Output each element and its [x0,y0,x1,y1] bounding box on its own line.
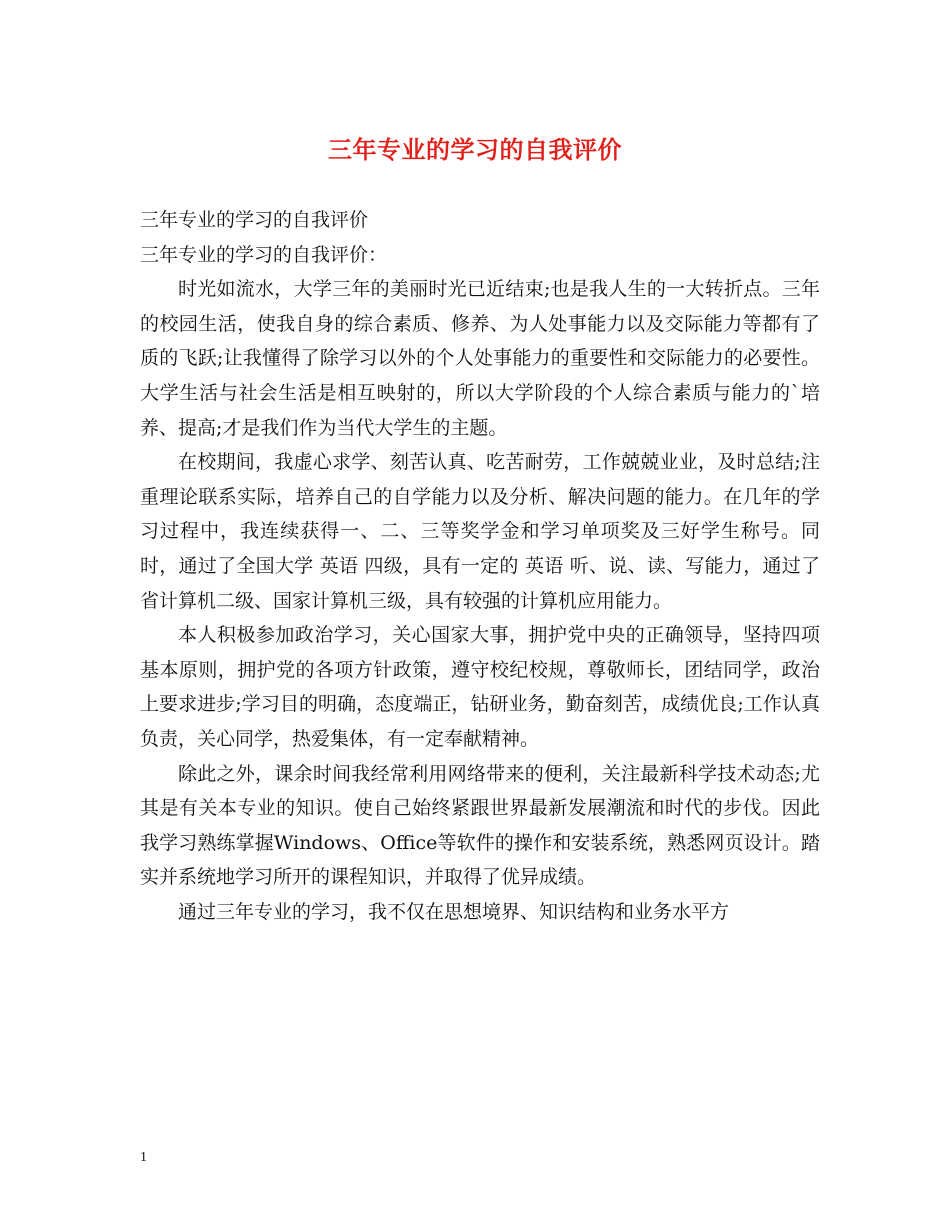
paragraph: 本人积极参加政治学习，关心国家大事，拥护党中央的正确领导，坚持四项基本原则，拥护党的各项方针政策，遵守校纪校规，尊敬师长，团结同学，政治上要求进步;学习目的明确，态度端正，钻研业务，勤奋刻苦，成绩优良;工作认真负责，关心同学，热爱集体，有一定奉献精神。 [140,624,820,750]
subtitle-line: 三年专业的学习的自我评价 [140,209,369,231]
page-number: 1 [140,1150,147,1165]
paragraph: 时光如流水，大学三年的美丽时光已近结束;也是我人生的一大转折点。三年的校园生活，使我自身的综合素质、修养、为人处事能力以及交际能力等都有了质的飞跃;让我懂得了除学习以外的个人处事能力的重要性和交际能力的必要性。大学生活与社会生活是相互映射的，所以大学阶段的个人综合素质与能力的`培养、提高;才是我们作为当代大学生的主题。 [140,278,820,439]
paragraph: 通过三年专业的学习，我不仅在思想境界、知识结构和业务水平方 [178,900,730,923]
subtitle-line: 三年专业的学习的自我评价： [140,243,388,266]
document-title: 三年专业的学习的自我评价 [328,135,622,164]
document-body [140,203,820,929]
paragraph: 在校期间，我虚心求学、刻苦认真、吃苦耐劳，工作兢兢业业，及时总结;注重理论联系实际，培养自己的自学能力以及分析、解决问题的能力。在几年的学习过程中，我连续获得一、二、三等奖学金和学习单项奖及三好学生称号。同时，通过了全国大学 英语 四级，具有一定的 英语 听、说、读、写能力，通过了省计算机二级、国家计算机三级，具有较强的计算机应用能力。 [140,451,820,612]
paragraph: 除此之外，课余时间我经常利用网络带来的便利，关注最新科学技术动态;尤其是有关本专业的知识。使自己始终紧跟世界最新发展潮流和时代的步伐。因此我学习熟练掌握Windows、Office等软件的操作和安装系统，熟悉网页设计。踏实并系统地学习所开的课程知识，并取得了优异成绩。 [140,762,820,889]
